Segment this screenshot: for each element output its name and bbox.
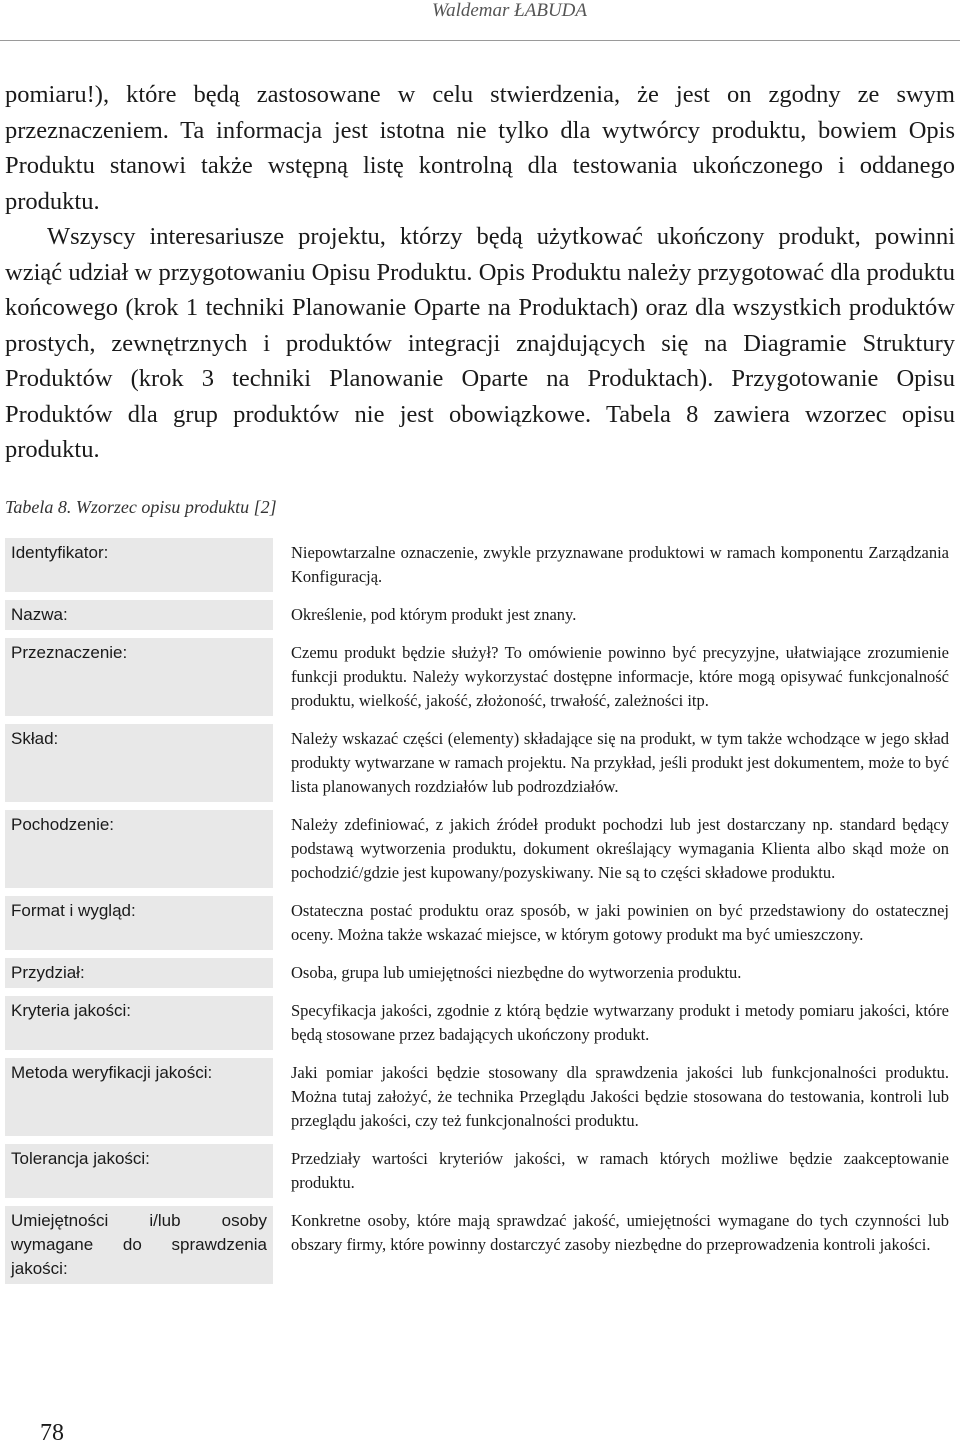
row-description: Określenie, pod którym produkt jest znany. (291, 605, 577, 624)
running-header-author: Waldemar ŁABUDA (432, 0, 587, 21)
body-text (5, 77, 955, 468)
row-label: Identyfikator: (5, 538, 273, 592)
table-row (5, 810, 955, 888)
row-label: Kryteria jakości: (5, 996, 273, 1050)
table-row (5, 896, 955, 950)
product-description-table (5, 530, 955, 1292)
row-label: Nazwa: (5, 600, 273, 630)
table-row (5, 1058, 955, 1136)
row-description: Przedziały wartości kryteriów jakości, w ramach których możliwe będzie zaakceptowanie produktu. (291, 1149, 949, 1192)
row-label: Pochodzenie: (5, 810, 273, 888)
table-row (5, 958, 955, 988)
row-label: Umiejętności i/lub osoby wymagane do sprawdzenia jakości: (5, 1206, 273, 1284)
table-row (5, 600, 955, 630)
body-paragraph: Wszyscy interesariusze projektu, którzy będą użytkować ukończony produkt, powinni wziąć udział w przygotowaniu Opisu Produktu. Opis Produktu należy przygotować dla produktu końcowego (krok 1 techniki Planowanie Oparte na Produktach) oraz dla wszystkich produktów prostych, zewnętrznych i produktów integracji znajdujących się na Diagramie Struktury Produktów (krok 3 techniki Planowanie Oparte na Produktach). Przygotowanie Opisu Produktów dla grup produktów nie jest obowiązkowe. Tabela 8 zawiera wzorzec opisu produktu. (5, 223, 955, 463)
row-description: Ostateczna postać produktu oraz sposób, w jaki powinien on być przedstawiony do ostatecznej oceny. Można także wskazać miejsce, w którym gotowy produkt ma być umieszczony. (291, 901, 949, 944)
table-row (5, 638, 955, 716)
row-label: Skład: (5, 724, 273, 802)
row-description: Należy wskazać części (elementy) składające się na produkt, w tym także wchodzące w jego skład produkty wytwarzane w ramach projektu. Na przykład, jeśli produkt jest dokumentem, może to być lista planowanych rozdziałów lub podrozdziałów. (291, 729, 949, 796)
table-row (5, 724, 955, 802)
row-label: Format i wygląd: (5, 896, 273, 950)
table-caption: Tabela 8. Wzorzec opisu produktu [2] (5, 497, 277, 517)
row-description: Specyfikacja jakości, zgodnie z którą będzie wytwarzany produkt i metody pomiaru jakości, które będą stosowane przez badających ukończony produkt. (291, 1001, 949, 1044)
page-number: 78 (40, 1420, 64, 1446)
row-label: Przydział: (5, 958, 273, 988)
running-header (0, 0, 960, 41)
table-row (5, 1206, 955, 1284)
row-label: Metoda weryfikacji jakości: (5, 1058, 273, 1136)
row-description: Jaki pomiar jakości będzie stosowany dla sprawdzenia jakości lub funkcjonalności produktu. Można tutaj założyć, że technika Przeglądu Jakości będzie stosowana do testowania, kontroli lub przeglądu jakości, czy też funkcjonalności produktu. (291, 1063, 949, 1130)
row-description: Należy zdefiniować, z jakich źródeł produkt pochodzi lub jest dostarczany np. standard będący podstawą wytworzenia produktu, dokument określający wymagania Klienta albo skąd może on pochodzić/gdzie jest kupowany/pozyskiwany. Nie są to części składowe produktu. (291, 815, 949, 882)
table-row (5, 1144, 955, 1198)
row-description: Konkretne osoby, które mają sprawdzać jakość, umiejętności wymagane do tych czynności lub obszary firmy, które powinny dostarczyć zasoby niezbędne do przeprowadzenia kontroli jakości. (291, 1211, 949, 1254)
row-label: Tolerancja jakości: (5, 1144, 273, 1198)
body-paragraph: pomiaru!), które będą zastosowane w celu stwierdzenia, że jest on zgodny ze swym przeznaczeniem. Ta informacja jest istotna nie tylko dla wytwórcy produktu, bowiem Opis Produktu stanowi także wstępną listę kontrolną dla testowania ukończonego i oddanego produktu. (5, 81, 955, 215)
table-row (5, 538, 955, 592)
table-row (5, 996, 955, 1050)
row-description: Niepowtarzalne oznaczenie, zwykle przyznawane produktowi w ramach komponentu Zarządzania Konfiguracją. (291, 543, 949, 586)
row-description: Osoba, grupa lub umiejętności niezbędne do wytworzenia produktu. (291, 963, 742, 982)
row-description: Czemu produkt będzie służył? To omówienie powinno być precyzyjne, ułatwiające zrozumienie funkcji produktu. Należy wykorzystać dostępne informacje, które mogą opisywać funkcjonalność produktu, wielkość, jakość, złożoność, trwałość, zależności itp. (291, 643, 949, 710)
row-label: Przeznaczenie: (5, 638, 273, 716)
